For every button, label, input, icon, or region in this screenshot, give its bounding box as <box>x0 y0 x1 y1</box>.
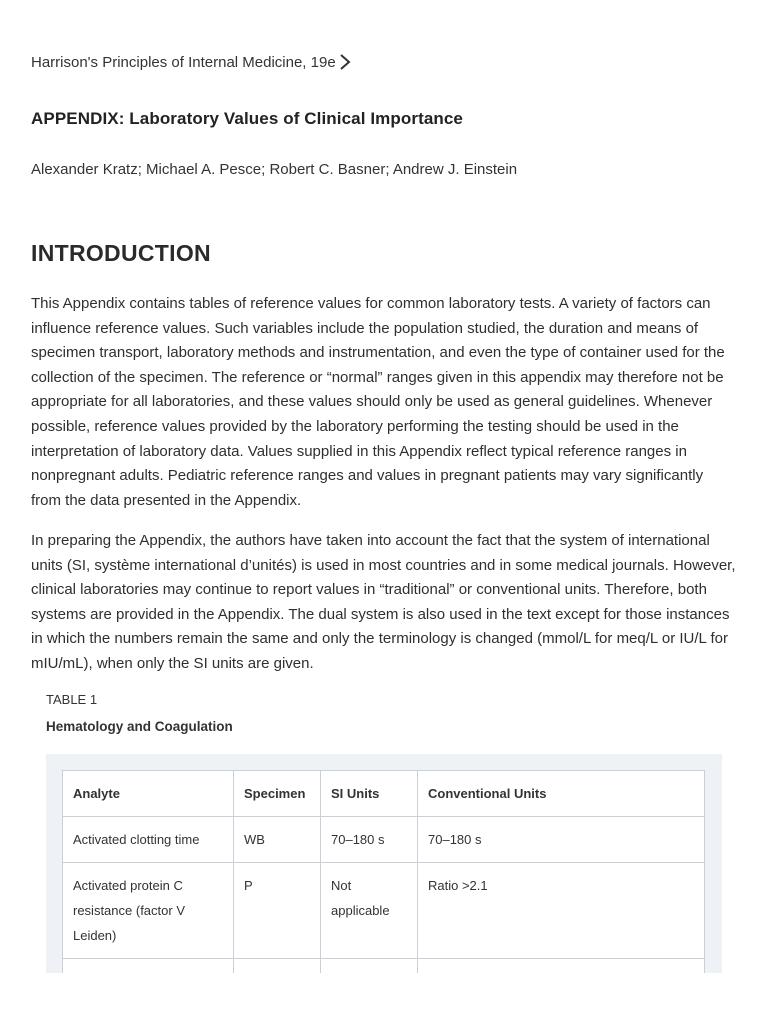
lab-values-table <box>62 770 705 973</box>
table-row <box>63 959 705 974</box>
table-cell: Ratio >2.1 <box>418 863 705 959</box>
table-cell: Activated protein C resistance (factor V Leiden) <box>63 863 234 959</box>
chapter-authors: Alexander Kratz; Michael A. Pesce; Robert C. Basner; Andrew J. Einstein <box>31 161 518 178</box>
table-header-row <box>63 771 705 817</box>
table-cell: Activated clotting time <box>63 817 234 863</box>
table-cell <box>321 959 418 974</box>
intro-paragraph: This Appendix contains tables of reference values for common laboratory tests. A variety of factors can influence reference values. Such variables include the population studied, the duration and means of specimen transport, laboratory methods and instrumentation, and even the type of container used for the collection of the specimen. The reference or “normal” ranges given in this appendix may therefore not be appropriate for all laboratories, and these values should only be used as general guidelines. Whenever possible, reference values provided by the laboratory performing the testing should be used in the interpretation of laboratory data. Values supplied in this Appendix reflect typical reference ranges in nonpregnant adults. Pediatric reference ranges and values in pregnant patients may vary significantly from the data presented in the Appendix. <box>31 295 725 509</box>
table-cell <box>418 959 705 974</box>
table-cell <box>63 959 234 974</box>
column-header-conventional-units: Conventional Units <box>418 771 705 817</box>
table-cell: P <box>234 863 321 959</box>
section-heading: INTRODUCTION <box>31 240 211 266</box>
column-header-si-units: SI Units <box>321 771 418 817</box>
column-header-specimen: Specimen <box>234 771 321 817</box>
table-cell <box>234 959 321 974</box>
table-container <box>46 754 722 973</box>
table-caption: Hematology and Coagulation <box>46 719 233 734</box>
breadcrumb-book-link[interactable]: Harrison's Principles of Internal Medicine, 19e <box>31 53 336 71</box>
breadcrumb[interactable] <box>31 53 352 71</box>
table-row <box>63 863 705 959</box>
table-cell: 70–180 s <box>321 817 418 863</box>
table-cell: WB <box>234 817 321 863</box>
table-label: TABLE 1 <box>46 692 98 707</box>
column-header-analyte: Analyte <box>63 771 234 817</box>
table-cell: 70–180 s <box>418 817 705 863</box>
chapter-title: APPENDIX: Laboratory Values of Clinical Importance <box>31 109 463 128</box>
intro-paragraph: In preparing the Appendix, the authors have taken into account the fact that the system of international units (SI, système international d’unités) is used in most countries and in some medical journals. However, clinical laboratories may continue to report values in “traditional” or conventional units. Therefore, both systems are provided in the Appendix. The dual system is also used in the text except for those instances in which the numbers remain the same and only the terminology is changed (mmol/L for meq/L or IU/L for mIU/mL), when only the SI units are given. <box>31 532 736 672</box>
chevron-right-icon <box>338 53 352 71</box>
table-row <box>63 817 705 863</box>
table-cell: Not applicable <box>321 863 418 959</box>
